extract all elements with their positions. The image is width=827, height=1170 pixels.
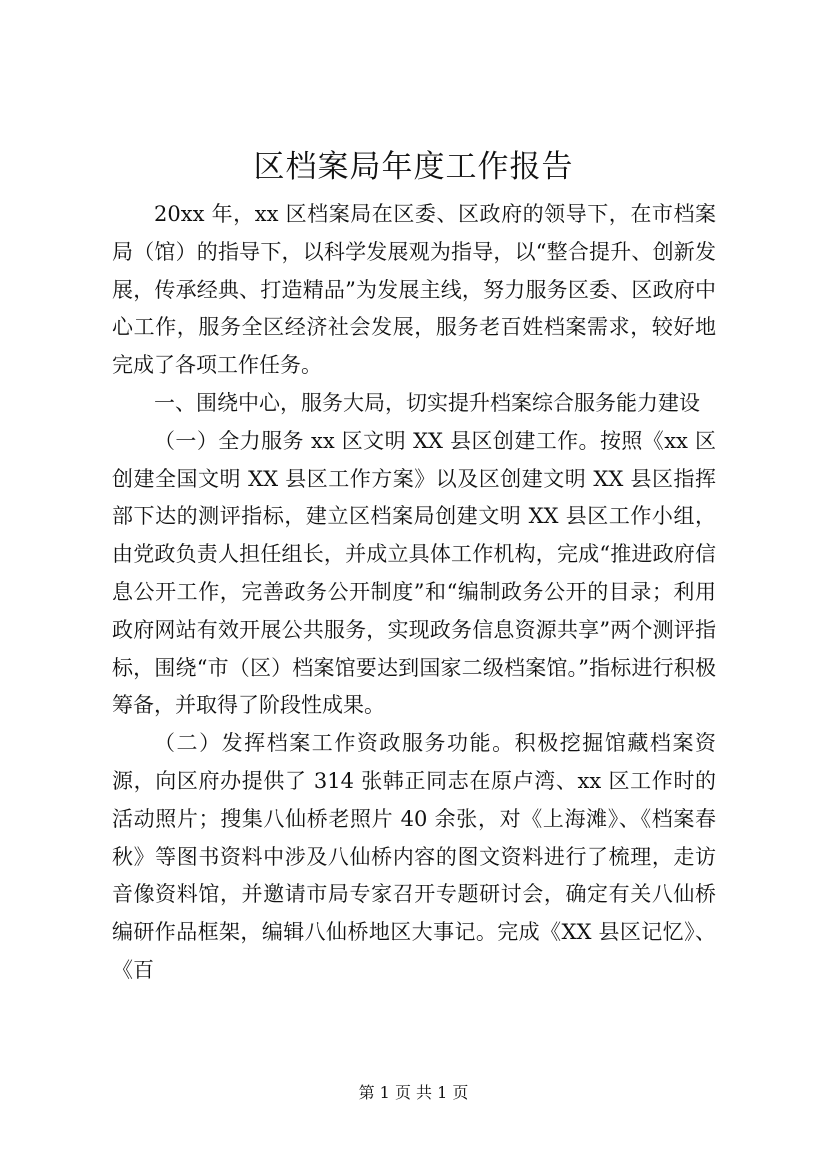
document-body xyxy=(112,196,716,990)
intro-paragraph: 20xx 年，xx 区档案局在区委、区政府的领导下，在市档案局（馆）的指导下，以科学发展观为指导，以“整合提升、创新发展，传承经典、打造精品”为发展主线，努力服务区委、区政府中心工作，服务全区经济社会发展，服务老百姓档案需求，较好地完成了各项工作任务。 xyxy=(112,202,716,378)
section-heading: 一、围绕中心，服务大局，切实提升档案综合服务能力建设 xyxy=(154,390,700,415)
page-footer: 第 1 页 共 1 页 xyxy=(358,1083,469,1102)
document-title: 区档案局年度工作报告 xyxy=(253,149,574,185)
body-paragraph: （二）发挥档案工作资政服务功能。积极挖掘馆藏档案资源，向区府办提供了 314 张韩正同志在原卢湾、xx 区工作时的活动照片；搜集八仙桥老照片 40 余张，对《上海滩》、《档案春秋》等图书资料中涉及八仙桥内容的图文资料进行了梳理，走访音像资料馆，并邀请市局专家召开专题研讨会，确定有关八仙桥编研作品框架，编辑八仙桥地区大事记。完成《XX 县区记忆》、《百 xyxy=(112,731,716,982)
body-paragraph: （一）全力服务 xx 区文明 XX 县区创建工作。按照《xx 区创建全国文明 XX 县区工作方案》以及区创建文明 XX 县区指挥部下达的测评指标，建立区档案局创建文明 XX 县区工作小组，由党政负责人担任组长，并成立具体工作机构，完成“推进政府信息公开工作，完善政务公开制度”和“编制政务公开的目录；利用政府网站有效开展公共服务，实现政务信息资源共享”两个测评指标，围绕“市（区）档案馆要达到国家二级档案馆。”指标进行积极筹备，并取得了阶段性成果。 xyxy=(112,428,716,718)
